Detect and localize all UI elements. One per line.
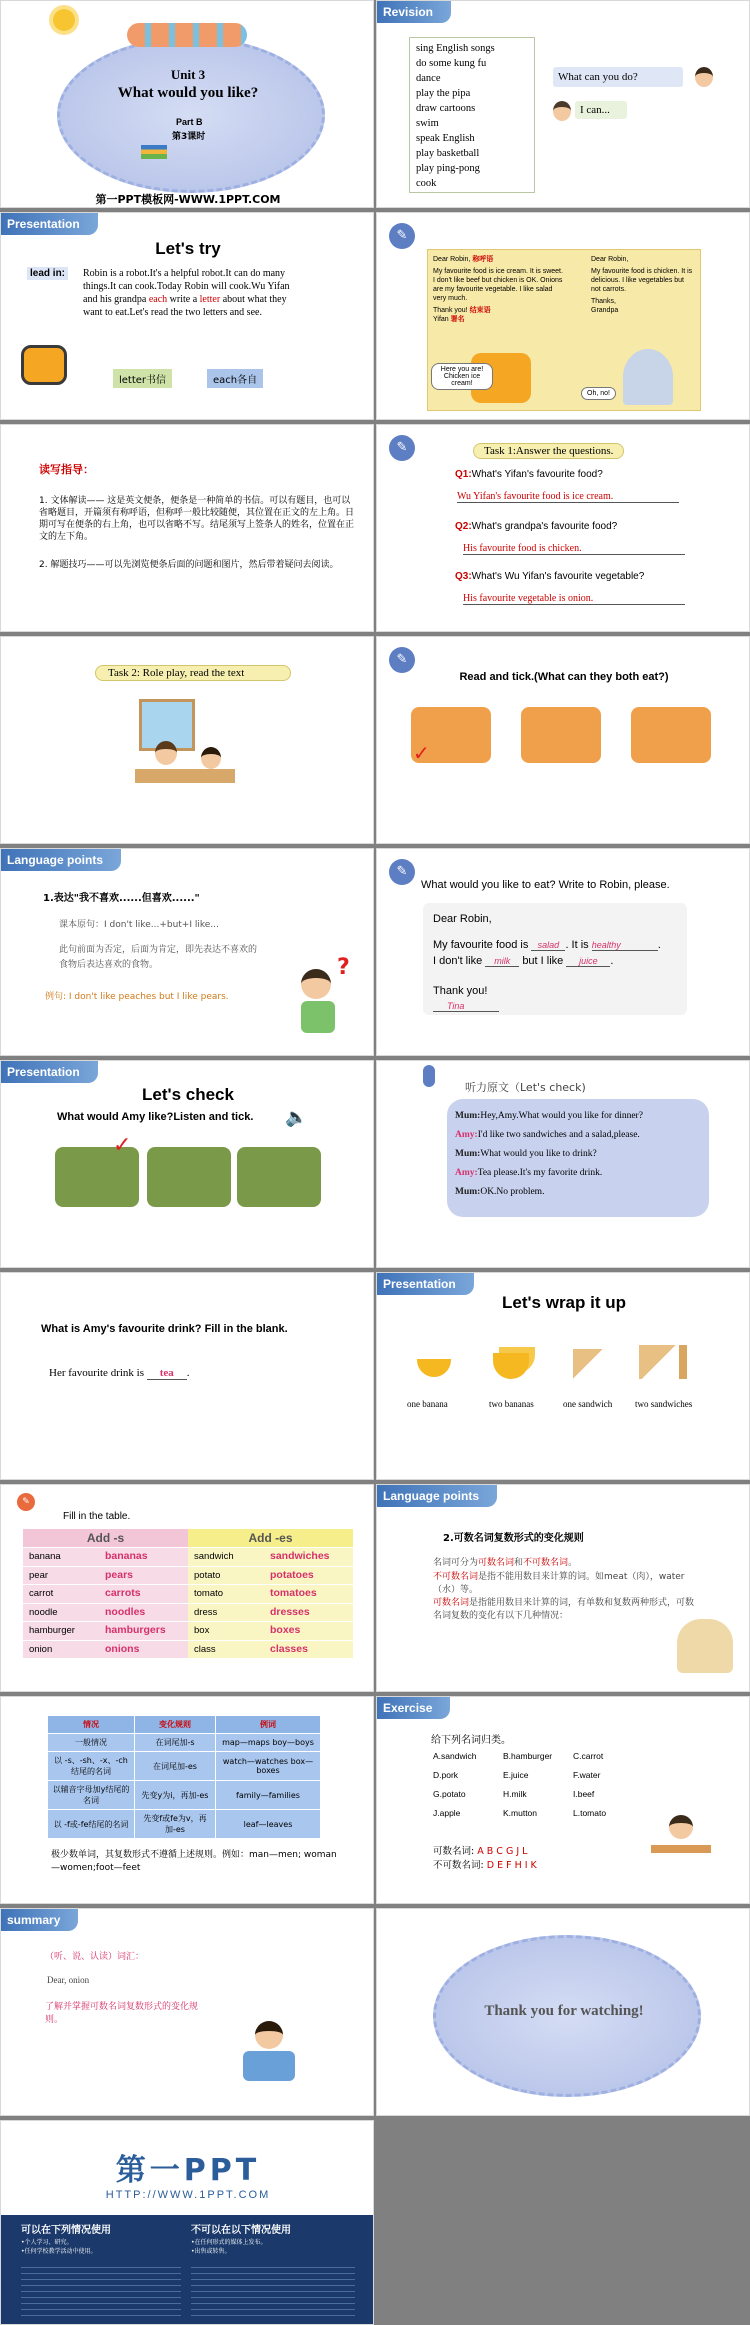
- site-footer[interactable]: 第一PPT模板网-WWW.1PPT.COM: [95, 193, 281, 206]
- slide-revision[interactable]: [376, 0, 750, 208]
- rules-cell: watch—watches box—boxes: [216, 1752, 321, 1781]
- slide-summary[interactable]: [0, 1908, 374, 2116]
- question-1: Q1:What's Yifan's favourite food?: [455, 469, 603, 480]
- table-row: [188, 1603, 353, 1622]
- singular-cell: potato: [194, 1569, 221, 1581]
- letter-signature: Tina: [433, 1001, 499, 1012]
- slide-write-robin[interactable]: [376, 848, 750, 1056]
- plural-cell: classes: [270, 1642, 308, 1655]
- section-tag: Presentation: [1, 1061, 98, 1083]
- speech-bubble-robot: Here you are! Chicken ice cream!: [431, 363, 493, 390]
- rules-cell: 以辅音字母加y结尾的名词: [48, 1781, 135, 1810]
- boy-avatar: [695, 67, 713, 87]
- plural-cell: dresses: [270, 1605, 310, 1618]
- slide-task2[interactable]: [0, 636, 374, 844]
- task2-label: Task 2: Role play, read the text: [95, 665, 291, 681]
- rules-note: 极少数单词，其复数形式不遵循上述规则。例如：man—men; woman—women;foot—feet: [51, 1850, 337, 1873]
- singular-cell: carrot: [29, 1588, 54, 1599]
- summary-vocab-label: （听、说、认读）词汇：: [45, 1952, 145, 1962]
- rules-cell: leaf—leaves: [216, 1810, 321, 1839]
- section-tag: Language points: [377, 1485, 497, 1507]
- singular-cell: box: [194, 1625, 210, 1636]
- speaker-icon[interactable]: 🔈: [285, 1107, 308, 1128]
- pencil-badge: ✎: [17, 1493, 35, 1511]
- phrase-item: dance: [416, 73, 441, 84]
- plural-cell: carrots: [105, 1587, 141, 1599]
- rules-cell: map—maps boy—boys: [216, 1734, 321, 1752]
- rules-row: [48, 1752, 321, 1781]
- rules-row: [48, 1810, 321, 1839]
- slide-heading: Read and tick.(What can they both eat?): [459, 671, 669, 683]
- rules-header: 情况: [48, 1716, 135, 1734]
- pencil-icon: ✎: [389, 223, 415, 249]
- section-tag: Presentation: [1, 213, 98, 235]
- plural-cell: pears: [105, 1568, 134, 1581]
- script-lines: [455, 1107, 705, 1202]
- point-original: 课本原句：I don't like...+but+I like...: [59, 920, 219, 930]
- script-line: [455, 1107, 705, 1126]
- plural-cell: sandwiches: [270, 1550, 330, 1562]
- phrase-item: do some kung fu: [416, 58, 487, 69]
- question-3: Q3:What's Wu Yifan's favourite vegetable?: [455, 571, 645, 582]
- slide-title-text: What would you like?: [117, 85, 259, 101]
- script-line: [455, 1183, 705, 1202]
- slide-reading-guide[interactable]: [0, 424, 374, 632]
- unit-label: Unit 3: [170, 67, 206, 82]
- plural-cell: hamburgers: [105, 1624, 166, 1636]
- script-text: OK.No problem.: [480, 1187, 545, 1197]
- usage-item: •个人学习、研究。: [21, 2239, 73, 2246]
- bubble-answer: I can...: [575, 101, 627, 119]
- table-row: [23, 1547, 188, 1566]
- usage-item: •出售或转售。: [191, 2248, 231, 2255]
- exercise-question: 给下列名词归类。: [431, 1735, 511, 1746]
- food-card-rice[interactable]: [521, 707, 601, 763]
- wrap-label: two sandwiches: [635, 1399, 693, 1409]
- table-row: [188, 1640, 353, 1659]
- table-row: [23, 1603, 188, 1622]
- col-header-s: Add -s: [23, 1529, 188, 1547]
- exercise-option: K.mutton: [503, 1808, 538, 1818]
- plural-cell: boxes: [270, 1624, 301, 1636]
- script-title: 听力原文（Let's check): [465, 1081, 586, 1094]
- summary-vocab: Dear, onion: [47, 1975, 90, 1985]
- point-heading: 1.表达"我不喜欢......但喜欢......": [43, 893, 200, 904]
- letter-line-1: My favourite food is salad . It is healthy .: [433, 939, 661, 951]
- table-right-rows: [188, 1547, 353, 1658]
- slide-wrap-up[interactable]: [376, 1272, 750, 1480]
- section-tag: summary: [1, 1909, 78, 1931]
- exercise-option: E.juice: [503, 1770, 529, 1780]
- uncountable-answer: 不可数名词: D E F H I K: [433, 1860, 537, 1871]
- check-question: What would Amy like?Listen and tick.: [57, 1111, 254, 1123]
- plural-cell: tomatoes: [270, 1587, 317, 1599]
- point-example: 例句: I don't like peaches but I like pears.: [45, 992, 229, 1002]
- plural-cell: bananas: [105, 1550, 148, 1562]
- letter-thanks: Thank you!: [433, 985, 488, 997]
- slide-favourite-drink[interactable]: [0, 1272, 374, 1480]
- lead-in-text: Robin is a robot.It's a helpful robot.It can do many things.It can cook.Today Robin will cook.Wu Yifan and his grandpa each write a letter about what they want to eat.Let's read the two letters and see.: [83, 268, 290, 318]
- answer-1: Wu Yifan's favourite food is ice cream.: [457, 491, 679, 503]
- script-line: [455, 1164, 705, 1183]
- rules-cell: 在词尾加-es: [135, 1752, 216, 1781]
- lead-in-label: lead in:: [27, 267, 68, 280]
- guide-para-2: 2. 解题技巧——可以先浏览便条后面的问题和图片，然后带着疑问去阅读。: [39, 560, 339, 570]
- bubble-question: What can you do?: [553, 67, 683, 87]
- exercise-option: J.apple: [433, 1808, 461, 1818]
- slide-language-points-2[interactable]: [376, 1484, 750, 1692]
- singular-cell: onion: [29, 1643, 53, 1655]
- robot-icon: [21, 345, 67, 385]
- grandpa-illustration: [623, 349, 673, 405]
- tray-option-2[interactable]: [147, 1147, 231, 1207]
- thanks-text: Thank you for watching!: [484, 2003, 644, 2019]
- plural-cell: potatoes: [270, 1568, 314, 1581]
- rules-cell: 先变y为i，再加-es: [135, 1781, 216, 1810]
- speaker-name: Mum:: [455, 1111, 481, 1121]
- countable-answer: 可数名词: A B C G J L: [433, 1846, 528, 1857]
- slide-footer-info[interactable]: [0, 2120, 374, 2325]
- point-para-2: 不可数名词是指不能用数目来计算的词。如meat（肉），water（水）等。: [433, 1572, 685, 1595]
- plural-cell: onions: [105, 1642, 140, 1655]
- exercise-option: C.carrot: [573, 1751, 604, 1761]
- title-oval: [57, 37, 325, 193]
- slide-language-points-1[interactable]: [0, 848, 374, 1056]
- rules-header: 变化规则: [135, 1716, 216, 1734]
- usage-allowed: 可以在下列情况使用 •个人学习、研究。 •任何学校教学活动中使用。: [21, 2221, 181, 2316]
- sandwich-one-icon: [573, 1349, 603, 1379]
- letter-line-2: I don't like milk but I like juice .: [433, 955, 614, 967]
- answer-3: His favourite vegetable is onion.: [463, 593, 685, 605]
- link-lines: [21, 2262, 181, 2316]
- rules-cell: 先变f或fe为v，再加-es: [135, 1810, 216, 1839]
- table-row: [23, 1584, 188, 1603]
- part-label: Part B: [176, 117, 203, 127]
- task1-label: Task 1:Answer the questions.: [473, 443, 624, 459]
- slide-rules-table[interactable]: [0, 1696, 374, 1904]
- exercise-option: G.potato: [433, 1789, 466, 1799]
- guide-para-1: 1. 文体解读—— 这是英文便条，便条是一种简单的书信。可以有题目，也可以省略题目，开篇须有称呼语，但称呼一般比较随便，其位置在正文的左上角。日期可写在便条的右上角，也可以省略不写。结尾须写上签条人的姓名，位置在正文的左下角。: [39, 496, 355, 542]
- brand-url[interactable]: HTTP://WWW.1PPT.COM: [105, 2189, 271, 2201]
- speech-bubble-grandpa: Oh, no!: [581, 387, 616, 400]
- lesson-label: 第3课时: [172, 132, 206, 142]
- letter-button[interactable]: letter书信: [113, 369, 172, 388]
- col-header-es: Add -es: [188, 1529, 353, 1547]
- table-row: [23, 1640, 188, 1659]
- script-text: What would you like to drink?: [480, 1149, 597, 1159]
- tray-option-3[interactable]: [237, 1147, 321, 1207]
- answer-2: His favourite food is chicken.: [463, 543, 685, 555]
- point-heading: 2.可数名词复数形式的变化规则: [443, 1533, 584, 1544]
- slide-listening-script[interactable]: [376, 1060, 750, 1268]
- letter-grandpa: Dear Robin, My favourite food is chicken. It is delicious. I like vegetables but not carrots. Thanks, Grandpa: [591, 256, 693, 314]
- script-line: [455, 1145, 705, 1164]
- table-row: [23, 1566, 188, 1585]
- table-row: [188, 1547, 353, 1566]
- question-2: Q2:What's grandpa's favourite food?: [455, 521, 618, 532]
- usage-item: •任何学校教学活动中使用。: [21, 2248, 97, 2255]
- rules-row: [48, 1734, 321, 1752]
- singular-cell: sandwich: [194, 1551, 234, 1562]
- phrase-item: play the pipa: [416, 88, 471, 99]
- singular-cell: hamburger: [29, 1625, 75, 1636]
- table-instruction: Fill in the table.: [63, 1511, 131, 1522]
- food-card-salad[interactable]: [631, 707, 711, 763]
- phrase-item: sing English songs: [416, 43, 495, 54]
- script-line: [455, 1126, 705, 1145]
- exercise-option: D.pork: [433, 1770, 459, 1780]
- table-row: [23, 1621, 188, 1640]
- slide-letters[interactable]: [376, 212, 750, 420]
- banana-one-icon: [417, 1359, 451, 1377]
- each-button[interactable]: each各自: [207, 369, 263, 388]
- phrase-item: draw cartoons: [416, 103, 476, 114]
- drink-answer: Her favourite drink is tea .: [49, 1367, 190, 1379]
- letter-yifan: Dear Robin, 称呼语 My favourite food is ice cream. It is sweet. I don't like beef but chicken is OK. Onions are my favourite vegetable. I like salad very much. Thank you! 结束语 Yifan 署名: [433, 256, 563, 323]
- reading-girl-illustration: [677, 1619, 733, 1673]
- slide-heading: Let's wrap it up: [502, 1293, 626, 1312]
- speaker-name: Amy:: [455, 1130, 478, 1140]
- slide-thank-you[interactable]: [376, 1908, 750, 2116]
- slide-lets-try[interactable]: [0, 212, 374, 420]
- exercise-option: F.water: [573, 1770, 601, 1780]
- pencil-icon: ✎: [389, 859, 415, 885]
- table-row: [188, 1566, 353, 1585]
- girl-avatar: [553, 101, 571, 121]
- slide-task1[interactable]: [376, 424, 750, 632]
- script-text: Hey,Amy.What would you like for dinner?: [480, 1111, 643, 1121]
- phrase-item: play basketball: [416, 148, 480, 159]
- letter-greeting: Dear Robin,: [433, 913, 492, 925]
- phrase-list: [416, 41, 528, 191]
- point-explain: 此句前面为否定，后面为肯定，即先表达不喜欢的食物后表达喜欢的食物。: [59, 945, 258, 970]
- slide-fill-table[interactable]: [0, 1484, 374, 1692]
- script-text: Tea please.It's my favorite drink.: [477, 1168, 603, 1178]
- sandwich-two-icon: [639, 1345, 679, 1379]
- phrase-item: swim: [416, 118, 439, 129]
- point-para-1: 名词可分为可数名词和不可数名词。: [433, 1558, 578, 1568]
- table-left-rows: [23, 1547, 188, 1658]
- books-icon: [141, 145, 167, 159]
- script-text: I'd like two sandwiches and a salad,please.: [477, 1130, 640, 1140]
- reading-girl-illustration: [237, 2021, 301, 2087]
- exercise-option: A.sandwich: [433, 1751, 477, 1761]
- rules-cell: 以 -s、-sh、-x、-ch 结尾的名词: [48, 1752, 135, 1781]
- writing-prompt: What would you like to eat? Write to Robin, please.: [421, 879, 670, 891]
- kids-illustration: [127, 23, 247, 47]
- slide-heading: Let's try: [155, 239, 221, 258]
- singular-cell: banana: [29, 1551, 61, 1562]
- singular-cell: class: [194, 1643, 216, 1655]
- summary-rule: 了解并掌握可数名词复数形式的变化规则。: [45, 2002, 199, 2025]
- singular-cell: tomato: [194, 1588, 224, 1599]
- singular-cell: pear: [29, 1569, 49, 1581]
- exercise-option: H.milk: [503, 1789, 527, 1799]
- section-tag: Presentation: [377, 1273, 474, 1295]
- wrap-label: one sandwich: [563, 1399, 613, 1409]
- rules-row: [48, 1781, 321, 1810]
- usage-item: •在任何形式的媒体上发布。: [191, 2239, 267, 2246]
- usage-forbidden: 不可以在以下情况使用 •在任何形式的媒体上发布。 •出售或转售。: [191, 2221, 355, 2316]
- wrap-label: two bananas: [489, 1399, 534, 1409]
- plural-table: [23, 1529, 353, 1658]
- exercise-items: [433, 1751, 633, 1818]
- tick-icon: ✓: [413, 741, 430, 765]
- section-tag: Revision: [377, 1, 451, 23]
- brand-logo: 第一PPT: [115, 2153, 261, 2188]
- speaker-name: Mum:: [455, 1187, 481, 1197]
- rules-table: [47, 1715, 321, 1839]
- link-lines: [191, 2262, 355, 2316]
- rules-cell: 以 -f或-fe结尾的名词: [48, 1810, 135, 1839]
- singular-cell: dress: [194, 1606, 218, 1618]
- pencil-icon: ✎: [389, 435, 415, 461]
- exercise-option: L.tomato: [573, 1808, 607, 1818]
- tick-icon: ✓: [113, 1133, 132, 1158]
- guide-title: 读写指导：: [39, 463, 94, 476]
- speaker-name: Mum:: [455, 1149, 481, 1159]
- table-row: [188, 1584, 353, 1603]
- sun-icon: [53, 9, 75, 31]
- slide-read-tick[interactable]: [376, 636, 750, 844]
- phrase-item: play ping-pong: [416, 163, 480, 174]
- exercise-option: B.hamburger: [503, 1751, 553, 1761]
- slide-exercise[interactable]: [376, 1696, 750, 1904]
- phrase-item: cook: [416, 178, 437, 189]
- pencil-icon: ✎: [389, 647, 415, 673]
- slide-title[interactable]: [0, 0, 374, 208]
- wrap-label: one banana: [407, 1399, 448, 1409]
- rules-header: 例词: [216, 1716, 321, 1734]
- speaker-name: Amy:: [455, 1168, 478, 1178]
- pin-icon: [423, 1065, 435, 1087]
- section-tag: Exercise: [377, 1697, 450, 1719]
- rules-cell: 一般情况: [48, 1734, 135, 1752]
- singular-cell: noodle: [29, 1606, 58, 1618]
- slide-lets-check[interactable]: [0, 1060, 374, 1268]
- table-row: [188, 1621, 353, 1640]
- rules-cell: family—families: [216, 1781, 321, 1810]
- thinking-boy-illustration: [301, 969, 337, 1033]
- slide-heading: Let's check: [142, 1085, 234, 1104]
- banana-two-icon: [493, 1353, 529, 1379]
- phrase-item: speak English: [416, 133, 475, 144]
- classroom-illustration: [135, 699, 239, 799]
- rules-cell: 在词尾加-s: [135, 1734, 216, 1752]
- question-mark-icon: ?: [337, 955, 350, 980]
- phrase-box: [409, 37, 535, 193]
- exercise-option: I.beef: [573, 1789, 595, 1799]
- desk-boy-illustration: [651, 1815, 711, 1875]
- point-para-3: 可数名词是指能用数目来计算的词，有单数和复数两种形式，可数名词复数的变化有以下几种情况：: [433, 1598, 695, 1621]
- section-tag: Language points: [1, 849, 121, 871]
- drink-question: What is Amy's favourite drink? Fill in the blank.: [41, 1323, 288, 1335]
- plural-cell: noodles: [105, 1605, 146, 1618]
